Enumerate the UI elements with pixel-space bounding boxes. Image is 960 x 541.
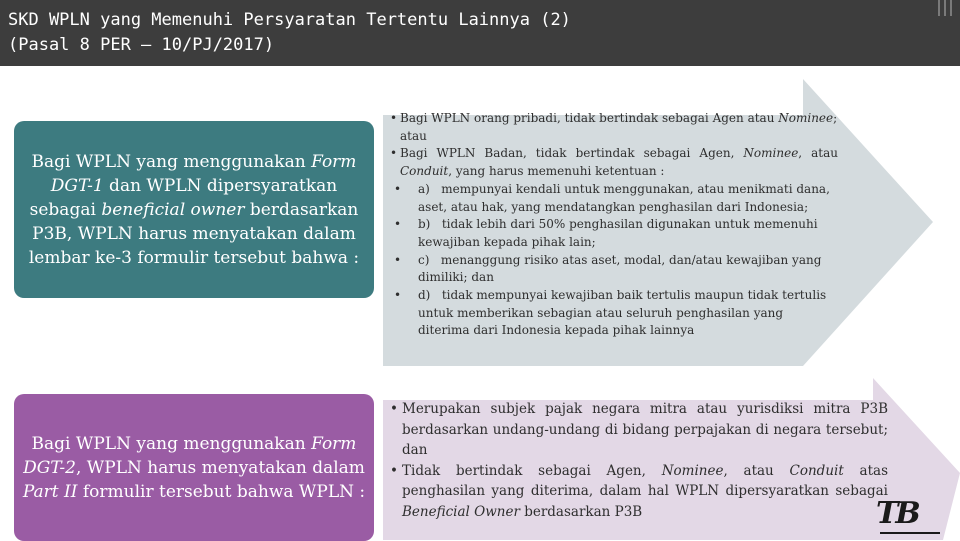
bullet-icon: • — [390, 146, 398, 161]
subitem-label: b) — [418, 217, 431, 232]
text-segment: , atau — [798, 146, 842, 161]
subitem-text: tidak mempunyai kewajiban baik tertulis maupun tidak tertulis untuk memberikan sebagian atau seluruh penghasilan yang diterima dari Indonesia kepada pihak lainnya — [418, 288, 827, 338]
corner-bars-icon — [936, 0, 954, 16]
condition-text-dgt1 — [20, 150, 368, 270]
bullet-icon: • — [390, 401, 398, 417]
text-segment: berdasarkan P3B — [519, 503, 643, 520]
condition-text-dgt2 — [20, 432, 368, 504]
bullet-icon: • — [394, 252, 402, 267]
text-italic: Conduit — [789, 462, 844, 479]
text-segment: dan WPLN dipersyaratkan sebagai — [29, 175, 338, 220]
text-segment: Bagi WPLN Badan, tidak bertindak sebagai Agen, — [400, 146, 744, 161]
bullet-icon: • — [394, 181, 402, 196]
subitem-text: menanggung risiko atas aset, modal, dan/atau kewajiban yang dimiliki; dan — [418, 252, 822, 285]
subitem-label: a) — [418, 181, 430, 196]
slide-title — [8, 8, 571, 58]
title-line-1: SKD WPLN yang Memenuhi Persyaratan Tertentu Lainnya (2) — [8, 10, 571, 30]
subitem-label: c) — [418, 252, 430, 267]
bullet-icon: • — [390, 111, 398, 125]
text-segment: formulir tersebut bahwa WPLN : — [77, 481, 366, 502]
subitem-text: tidak lebih dari 50% penghasilan digunakan untuk memenuhi kewajiban kepada pihak lain; — [418, 217, 818, 249]
text-segment: Bagi WPLN orang pribadi, tidak bertindak sebagai Agen atau — [400, 111, 779, 125]
title-bar — [0, 0, 960, 66]
text-italic: Nominee — [661, 462, 724, 479]
text-italic: Nominee — [743, 146, 799, 161]
list-item — [388, 145, 842, 180]
bullet-icon: • — [394, 288, 402, 303]
list-item — [388, 110, 838, 145]
list-item — [388, 399, 888, 461]
text-italic: Nominee — [778, 111, 834, 125]
requirements-list-dgt2 — [388, 399, 888, 522]
logo-divider — [880, 532, 940, 534]
text-segment: atas penghasilan yang diterima, dalam hal WPLN dipersyaratkan sebagai — [402, 462, 889, 499]
list-subitem — [388, 216, 838, 251]
text-segment: , yang harus memenuhi ketentuan : — [448, 164, 665, 179]
requirements-list-dgt1 — [388, 110, 842, 340]
text-italic: Form DGT-2 — [23, 433, 357, 478]
list-subitem — [388, 252, 838, 287]
subitem-label: d) — [418, 288, 431, 303]
text-segment: ; atau — [400, 111, 838, 143]
condition-box-dgt1 — [14, 121, 374, 298]
text-italic: Conduit — [400, 164, 449, 179]
list-subitem — [388, 287, 838, 340]
text-italic: Form DGT-1 — [50, 151, 357, 196]
text-segment: Tidak bertindak sebagai Agen, — [402, 462, 662, 479]
text-segment: Bagi WPLN yang menggunakan — [31, 151, 312, 172]
list-subitem — [388, 181, 838, 216]
condition-box-dgt2 — [14, 394, 374, 541]
tb-logo-icon — [874, 497, 946, 540]
text-italic: Part II — [22, 481, 78, 502]
list-item — [388, 461, 888, 523]
text-italic: beneficial owner — [101, 199, 245, 220]
bullet-icon: • — [394, 217, 402, 232]
text-segment: , atau — [723, 462, 790, 479]
text-segment: berdasarkan P3B, WPLN harus menyatakan dalam lembar ke-3 formulir tersebut bahwa : — [28, 199, 360, 268]
text-italic: Beneficial Owner — [402, 503, 520, 520]
text-segment: Bagi WPLN yang menggunakan — [31, 433, 312, 454]
text-segment: Merupakan subjek pajak negara mitra atau yurisdiksi mitra P3B berdasarkan undang-undang di bidang perpajakan di negara tersebut; dan — [402, 401, 888, 458]
bullet-icon: • — [390, 462, 398, 479]
title-line-2: (Pasal 8 PER – 10/PJ/2017) — [8, 35, 275, 55]
logo-mark: TB — [876, 496, 918, 531]
subitem-text: mempunyai kendali untuk menggunakan, atau menikmati dana, aset, atau hak, yang mendatangkan penghasilan dari Indonesia; — [418, 181, 830, 214]
text-segment: , WPLN harus menyatakan dalam — [76, 457, 365, 478]
